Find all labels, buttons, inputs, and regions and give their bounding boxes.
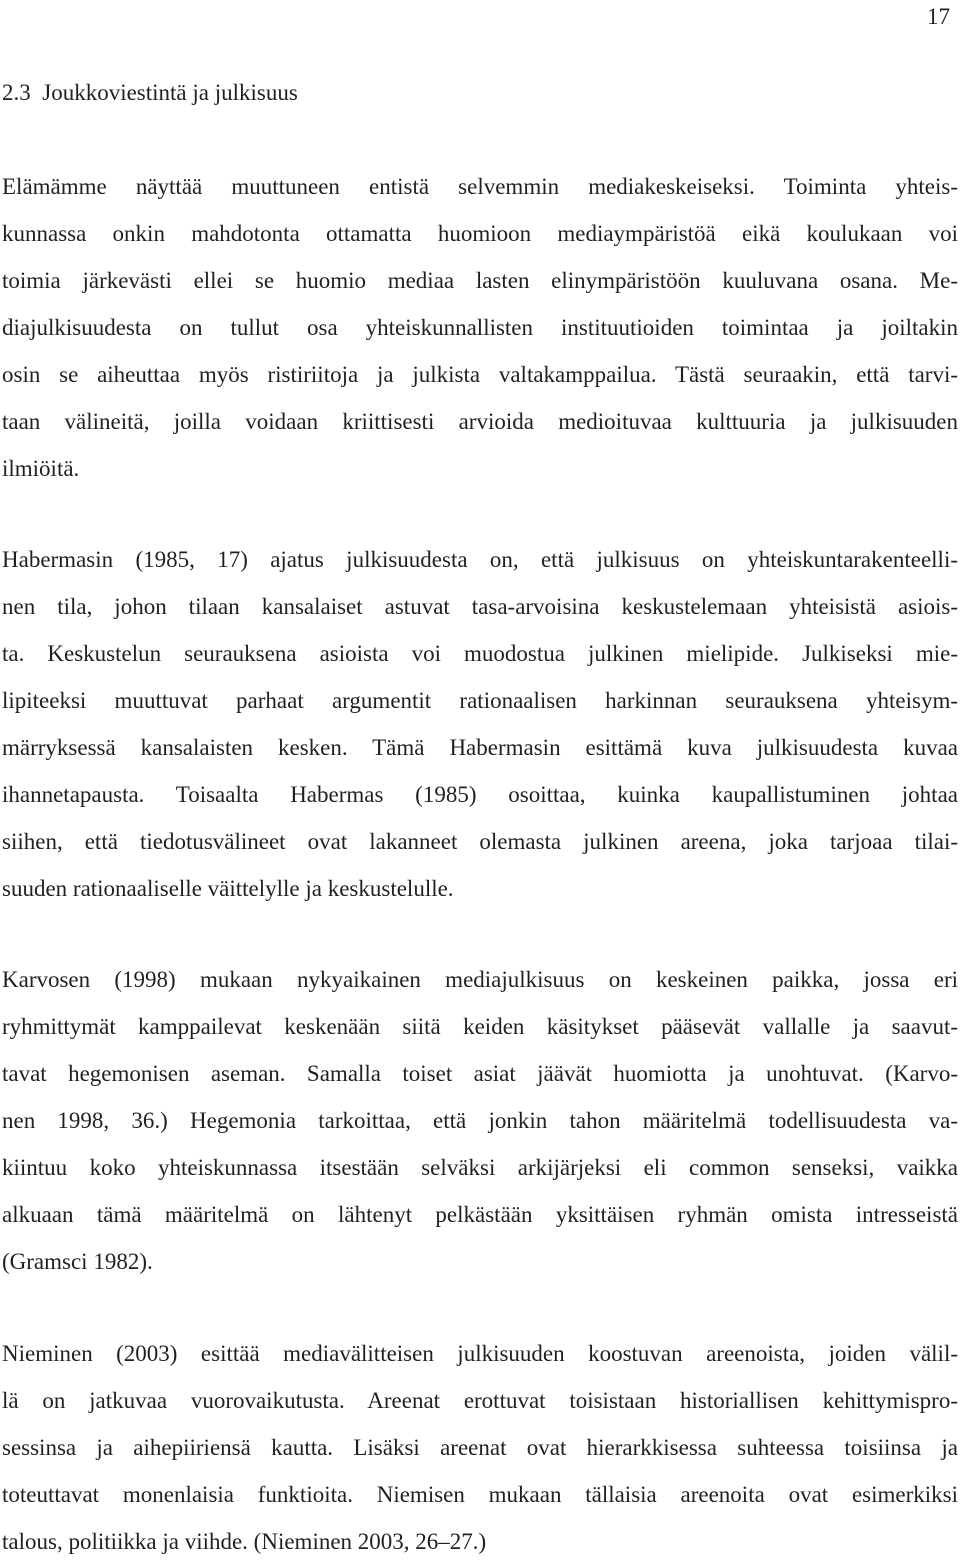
text-line: siihen, että tiedotusvälineet ovat lakanneet olemasta julkinen areena, joka tarjoaa tilai- [2, 829, 958, 854]
text-line: toimia järkevästi ellei se huomio mediaa lasten elinympäristöön kuuluvana osana. Me- [2, 268, 958, 293]
text-line: nen 1998, 36.) Hegemonia tarkoittaa, että jonkin tahon määritelmä todellisuudesta va- [2, 1108, 958, 1133]
page-number: 17 [927, 4, 950, 29]
text-line: talous, politiikka ja viihde. (Nieminen 2003, 26–27.) [2, 1529, 487, 1554]
text-line: osin se aiheuttaa myös ristiriitoja ja julkista valtakamppailua. Tästä seuraakin, että tarvi- [2, 362, 958, 387]
section-heading: 2.3 Joukkoviestintä ja julkisuus [2, 80, 298, 105]
text-line: kunnassa onkin mahdotonta ottamatta huomioon mediaympäristöä eikä koulukaan voi [2, 221, 958, 246]
text-line: ta. Keskustelun seurauksena asioista voi muodostua julkinen mielipide. Julkiseksi mie- [2, 641, 958, 666]
text-line: taan välineitä, joilla voidaan kriittisesti arvioida medioituvaa kulttuuria ja julkisuuden [2, 409, 958, 434]
paragraph-4 [2, 1330, 958, 1565]
paragraph-3 [2, 956, 958, 1285]
text-line: Elämämme näyttää muuttuneen entistä selvemmin mediakeskeiseksi. Toiminta yhteis- [2, 174, 958, 199]
text-line: ilmiöitä. [2, 456, 80, 481]
text-line: Habermasin (1985, 17) ajatus julkisuudesta on, että julkisuus on yhteiskuntarakenteelli- [2, 547, 958, 572]
text-line: suuden rationaaliselle väittelylle ja keskustelulle. [2, 876, 454, 901]
text-line: märryksessä kansalaisten kesken. Tämä Habermasin esittämä kuva julkisuudesta kuvaa [2, 735, 958, 760]
paragraph-1 [2, 163, 958, 492]
text-line: Nieminen (2003) esittää mediavälitteisen julkisuuden koostuvan areenoista, joiden välil- [2, 1341, 958, 1366]
text-line: tavat hegemonisen aseman. Samalla toiset asiat jäävät huomiotta ja unohtuvat. (Karvo- [2, 1061, 958, 1086]
text-line: ihannetapausta. Toisaalta Habermas (1985) osoittaa, kuinka kaupallistuminen johtaa [2, 782, 958, 807]
text-line: kiintuu koko yhteiskunnassa itsestään selväksi arkijärjeksi eli common senseksi, vaikka [2, 1155, 958, 1180]
text-line: nen tila, johon tilaan kansalaiset astuvat tasa-arvoisina keskustelemaan yhteisistä asiois- [2, 594, 958, 619]
text-line: toteuttavat monenlaisia funktioita. Niemisen mukaan tällaisia areenoita ovat esimerkiksi [2, 1482, 958, 1507]
text-line: alkuaan tämä määritelmä on lähtenyt pelkästään yksittäisen ryhmän omista intresseistä [2, 1202, 958, 1227]
text-line: lä on jatkuvaa vuorovaikutusta. Areenat erottuvat toisistaan historiallisen kehittymispro- [2, 1388, 958, 1413]
text-line: ryhmittymät kamppailevat keskenään siitä keiden käsitykset pääsevät vallalle ja saavut- [2, 1014, 958, 1039]
text-line: sessinsa ja aihepiiriensä kautta. Lisäksi areenat ovat hierarkkisessa suhteessa toisiinsa ja [2, 1435, 958, 1460]
text-line: (Gramsci 1982). [2, 1249, 153, 1274]
text-line: lipiteeksi muuttuvat parhaat argumentit rationaalisen harkinnan seurauksena yhteisym- [2, 688, 958, 713]
paragraph-2 [2, 536, 958, 912]
text-line: Karvosen (1998) mukaan nykyaikainen mediajulkisuus on keskeinen paikka, jossa eri [2, 967, 958, 992]
text-line: diajulkisuudesta on tullut osa yhteiskunnallisten instituutioiden toimintaa ja joiltakin [2, 315, 958, 340]
